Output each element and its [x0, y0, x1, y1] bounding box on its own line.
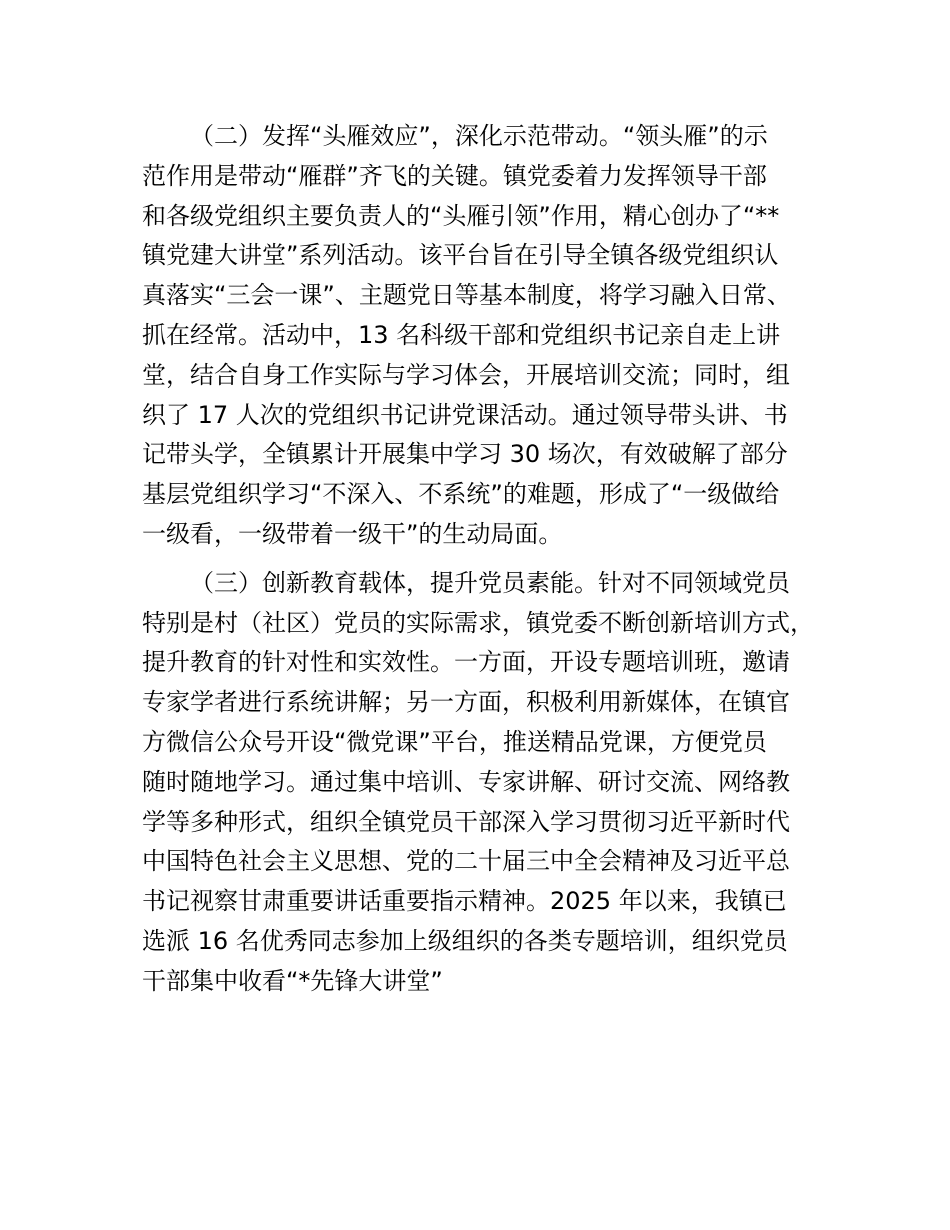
paragraph-2-line-7: 堂，结合自身工作实际与学习体会，开展培训交流；同时，组	[142, 360, 790, 389]
paragraph-3-line-7: 学等多种形式，组织全镇党员干部深入学习贯彻习近平新时代	[142, 807, 790, 836]
paragraph-3-line-9: 书记视察甘肃重要讲话重要指示精神。2025 年以来，我镇已	[142, 887, 787, 916]
paragraph-3-line-10: 选派 16 名优秀同志参加上级组织的各类专题培训，组织党员	[142, 926, 788, 955]
paragraph-3-line-3: 提升教育的针对性和实效性。一方面，开设专题培训班，邀请	[142, 648, 790, 677]
paragraph-2-line-8: 织了 17 人次的党组织书记讲党课活动。通过领导带头讲、书	[142, 400, 788, 429]
paragraph-3-line-6: 随时随地学习。通过集中培训、专家讲解、研讨交流、网络教	[142, 767, 790, 796]
paragraph-3	[142, 564, 842, 1002]
paragraph-2-line-1: （二）发挥“头雁效应”，深化示范带动。“领头雁”的示	[190, 122, 768, 150]
document-body	[142, 117, 842, 1002]
paragraph-3-line-2: 特别是村（社区）党员的实际需求，镇党委不断创新培训方式，	[142, 608, 814, 637]
paragraph-3-line-4: 专家学者进行系统讲解；另一方面，积极利用新媒体，在镇官	[142, 688, 790, 717]
paragraph-2-line-9: 记带头学，全镇累计开展集中学习 30 场次，有效破解了部分	[142, 440, 788, 469]
paragraph-2-line-3: 和各级党组织主要负责人的“头雁引领”作用，精心创办了“**	[142, 201, 780, 230]
paragraph-3-line-11: 干部集中收看“*先锋大讲堂”	[142, 966, 443, 995]
paragraph-3-line-8: 中国特色社会主义思想、党的二十届三中全会精神及习近平总	[142, 847, 790, 876]
paragraph-2-line-6: 抓在经常。活动中，13 名科级干部和党组织书记亲自走上讲	[142, 320, 781, 349]
paragraph-2-line-4: 镇党建大讲堂”系列活动。该平台旨在引导全镇各级党组织认	[142, 241, 779, 270]
paragraph-3-line-5: 方微信公众号开设“微党课”平台，推送精品党课，方便党员	[142, 727, 767, 756]
paragraph-2-line-11: 一级看，一级带着一级干”的生动局面。	[142, 519, 563, 548]
paragraph-2	[142, 117, 842, 555]
paragraph-3-line-1: （三）创新教育载体，提升党员素能。针对不同领域党员	[190, 568, 790, 597]
paragraph-2-line-10: 基层党组织学习“不深入、不系统”的难题，形成了“一级做给	[142, 480, 780, 509]
paragraph-2-line-2: 范作用是带动“雁群”齐飞的关键。镇党委着力发挥领导干部	[142, 161, 767, 190]
paragraph-2-line-5: 真落实“三会一课”、主题党日等基本制度，将学习融入日常、	[142, 281, 791, 310]
